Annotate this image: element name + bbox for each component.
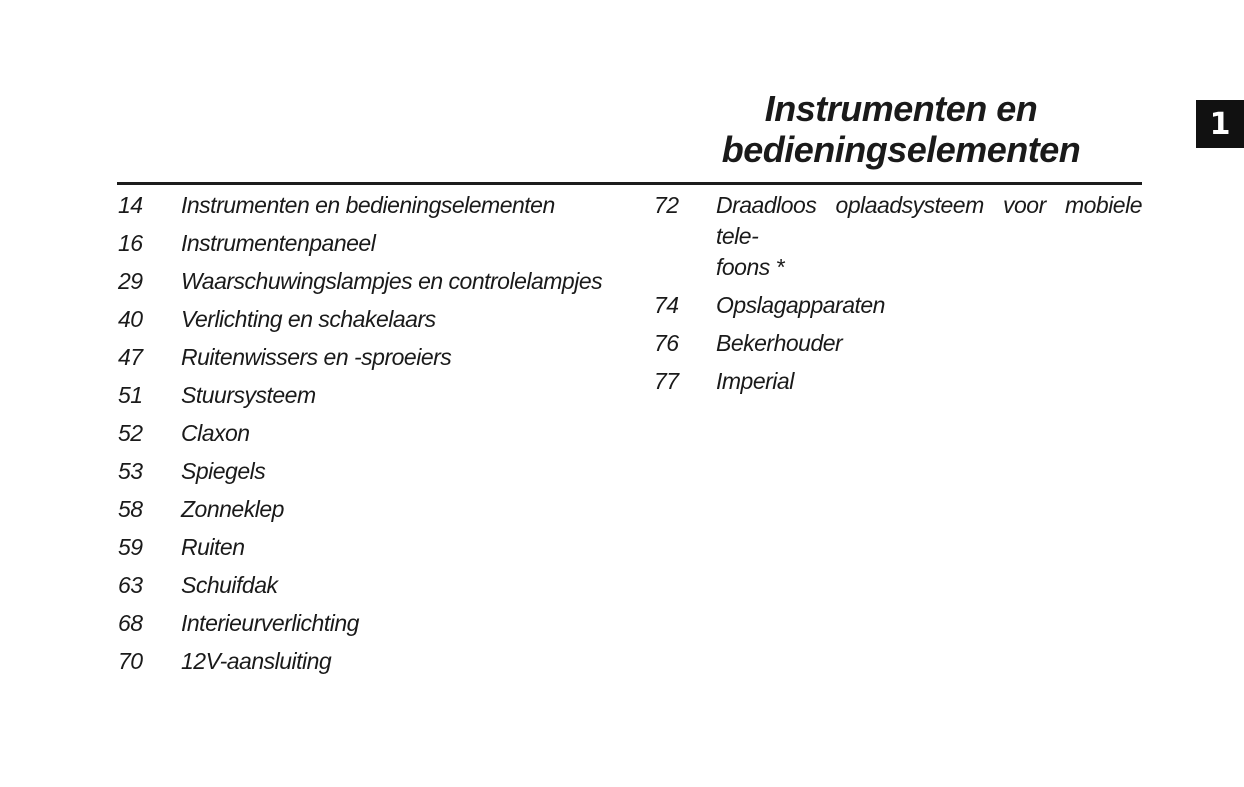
toc-entry <box>118 608 640 639</box>
toc-page-number: 58 <box>118 496 143 522</box>
toc-entry <box>118 570 640 601</box>
toc-page-number: 52 <box>118 420 143 446</box>
toc-entry <box>654 328 1142 359</box>
toc-entry-title-line2: foons * <box>716 254 785 280</box>
toc-page-number: 63 <box>118 572 143 598</box>
toc-page-number: 76 <box>654 330 679 356</box>
toc-entry <box>654 190 1142 283</box>
toc-entry-title: Schuifdak <box>181 572 278 598</box>
toc-entry <box>118 342 640 373</box>
toc-page-number: 70 <box>118 648 143 674</box>
toc-entry <box>654 366 1142 397</box>
toc-entry-title: 12V-aansluiting <box>181 648 332 674</box>
toc-entry <box>118 532 640 563</box>
toc-entry <box>118 380 640 411</box>
toc-entry-title: Ruiten <box>181 534 245 560</box>
toc-entry-title: Ruitenwissers en -sproeiers <box>181 344 452 370</box>
toc-entry-title: Bekerhouder <box>716 330 843 356</box>
toc-entry-title: Stuursysteem <box>181 382 316 408</box>
toc-page-number: 68 <box>118 610 143 636</box>
toc-entry <box>118 266 640 297</box>
toc-entry-title: Zonneklep <box>181 496 284 522</box>
toc-entry-title: Opslagapparaten <box>716 292 885 318</box>
toc-entry <box>118 494 640 525</box>
toc-entry-title: Instrumentenpaneel <box>181 230 376 256</box>
toc-page-number: 14 <box>118 192 143 218</box>
toc-page-number: 77 <box>654 368 679 394</box>
toc-entry <box>118 304 640 335</box>
toc-column-right <box>654 190 1142 684</box>
toc-page-number: 51 <box>118 382 143 408</box>
toc-entry <box>118 456 640 487</box>
toc-entry-title: Waarschuwingslampjes en controlelampjes <box>181 268 603 294</box>
toc-entry-title: Claxon <box>181 420 250 446</box>
table-of-contents <box>118 190 1142 684</box>
toc-page-number: 72 <box>654 192 679 218</box>
chapter-title-line2: bedieningselementen <box>721 129 1081 170</box>
toc-page-number: 47 <box>118 344 143 370</box>
toc-entry <box>118 646 640 677</box>
toc-entry-title: Spiegels <box>181 458 266 484</box>
chapter-title <box>660 88 1142 170</box>
toc-entry <box>118 228 640 259</box>
toc-page-number: 40 <box>118 306 143 332</box>
toc-entry <box>654 290 1142 321</box>
toc-page-number: 29 <box>118 268 143 294</box>
toc-entry <box>118 418 640 449</box>
toc-entry-title: Instrumenten en bedieningselementen <box>181 192 555 218</box>
chapter-title-line1: Instrumenten en <box>764 88 1038 129</box>
chapter-number: 1 <box>1209 106 1231 142</box>
toc-page-number: 53 <box>118 458 143 484</box>
toc-entry-title-line1: Draadloos oplaadsysteem voor mobiele tele- <box>716 192 1142 249</box>
toc-page-number: 74 <box>654 292 679 318</box>
toc-entry-title <box>716 190 1142 283</box>
toc-page-number: 16 <box>118 230 143 256</box>
toc-column-left <box>118 190 640 684</box>
toc-entry-title: Imperial <box>716 368 794 394</box>
toc-entry-title: Interieurverlichting <box>181 610 359 636</box>
title-rule <box>117 182 1142 185</box>
toc-entry <box>118 190 640 221</box>
chapter-number-tab <box>1196 100 1244 148</box>
toc-page-number: 59 <box>118 534 143 560</box>
toc-entry-title: Verlichting en schakelaars <box>181 306 436 332</box>
